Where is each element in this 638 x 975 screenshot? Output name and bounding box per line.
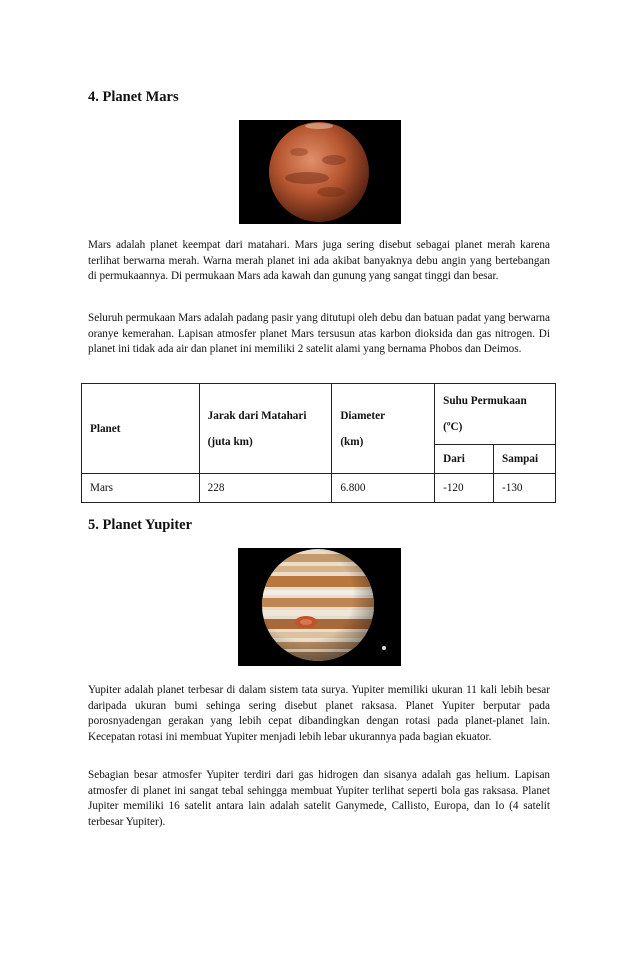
cell-temp-from: -120 bbox=[435, 474, 494, 503]
cell-planet: Mars bbox=[82, 474, 200, 503]
mars-paragraph-1: Mars adalah planet keempat dari matahari. Mars juga sering disebut sebagai planet merah karena terlihat berwarna merah. Warna merah planet ini ada akibat banyaknya debu angin yang bertebangan di permukaannya. Di permukaan Mars ada kawah dan gunung yang sangat tinggi dan besar. bbox=[88, 239, 550, 283]
jupiter-heading: 5. Planet Yupiter bbox=[88, 517, 193, 533]
header-planet: Planet bbox=[82, 384, 200, 474]
cell-distance: 228 bbox=[199, 474, 332, 503]
header-distance bbox=[199, 384, 332, 474]
planet-data-table bbox=[81, 383, 556, 503]
jupiter-paragraph-1: Yupiter adalah planet terbesar di dalam sistem tata surya. Yupiter memiliki ukuran 11 kali lebih besar daripada ukuran bumi sehinga sering disebut planet raksasa. Planet Yupiter berputar pada porosnyadengan gerakan yang lebih cepat dibandingkan dengan rotasi pada planet-planet lain. Kecepatan rotasi ini membuat Yupiter menjadi lebih lebar ukurannya pada bagian ekuator. bbox=[88, 684, 550, 743]
header-temperature bbox=[435, 384, 556, 445]
cell-temp-to: -130 bbox=[494, 474, 556, 503]
header-to: Sampai bbox=[494, 445, 556, 474]
mars-paragraph-2: Seluruh permukaan Mars adalah padang pasir yang ditutupi oleh debu dan batuan padat yang berwarna oranye kemerahan. Lapisan atmosfer planet Mars tersusun atas karbon dioksida dan gas nitrogen. Di planet ini tidak ada air dan planet ini memiliki 2 satelit alami yang bernama Phobos dan Deimos. bbox=[88, 312, 550, 356]
header-from: Dari bbox=[435, 445, 494, 474]
table-row bbox=[82, 474, 556, 503]
header-distance-unit: (juta km) bbox=[207, 435, 253, 448]
jupiter-paragraph-2: Sebagian besar atmosfer Yupiter terdiri dari gas hidrogen dan sisanya adalah gas helium. Lapisan atmosfer di planet ini sangat tebal sehingga membuat Yupiter terlihat seperti bola gas raksasa. Planet Jupiter memiliki 16 satelit antara lain adalah satelit Ganymede, Callisto, Europa, dan Io (4 satelit terbesar Yupiter). bbox=[88, 769, 550, 828]
mars-photo bbox=[239, 120, 401, 224]
header-diameter-unit: (km) bbox=[340, 435, 364, 448]
mars-heading: 4. Planet Mars bbox=[88, 89, 179, 105]
jupiter-photo bbox=[238, 548, 401, 666]
header-diameter bbox=[332, 384, 435, 474]
table-header-row bbox=[82, 384, 556, 445]
cell-diameter: 6.800 bbox=[332, 474, 435, 503]
header-temperature-unit: (ºC) bbox=[443, 421, 463, 433]
header-distance-label: Jarak dari Matahari bbox=[207, 409, 307, 422]
header-temperature-label: Suhu Permukaan bbox=[443, 395, 527, 407]
header-diameter-label: Diameter bbox=[340, 409, 386, 422]
